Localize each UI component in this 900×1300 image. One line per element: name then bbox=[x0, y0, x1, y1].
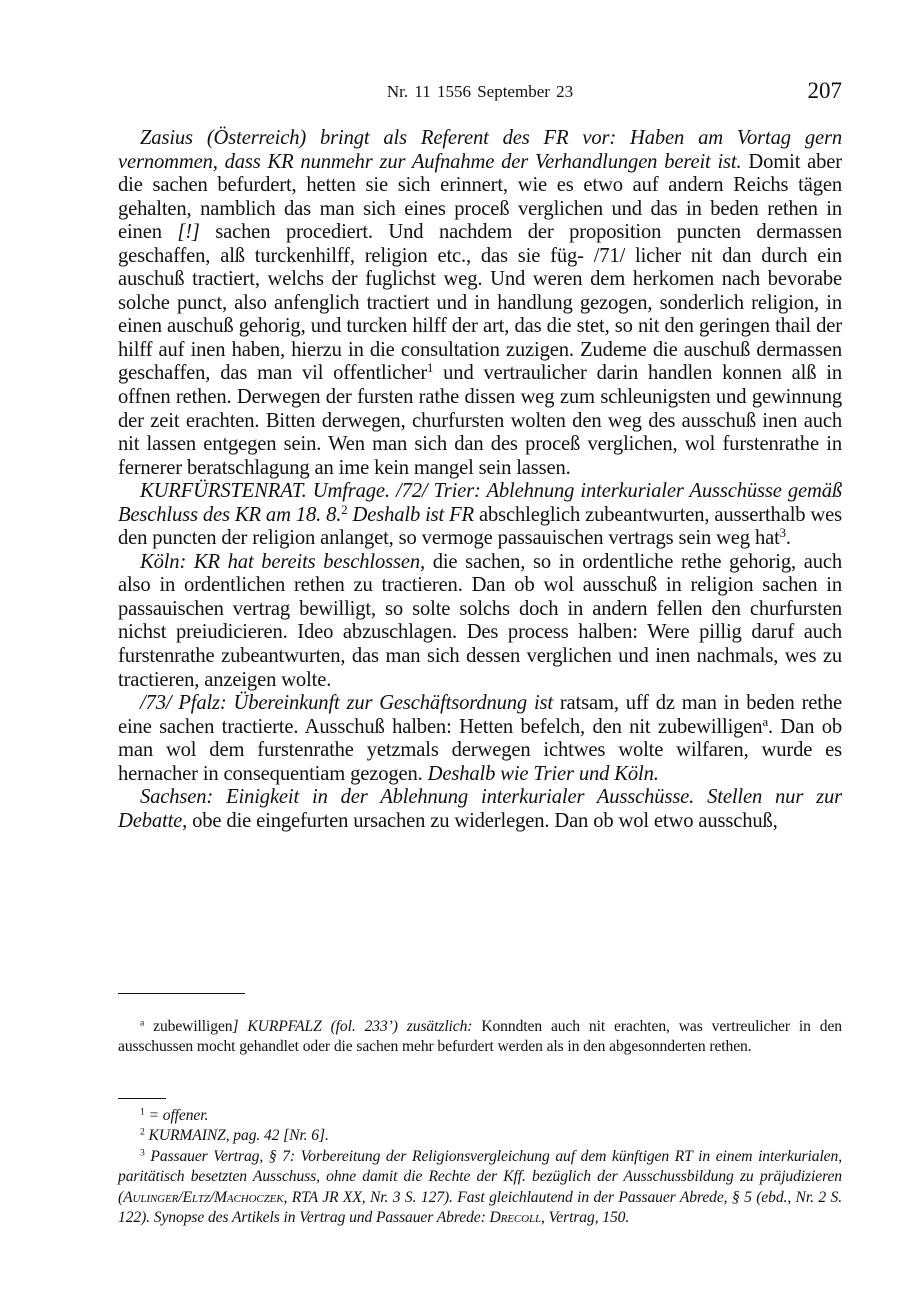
textual-notes bbox=[118, 1017, 842, 1058]
text-run: sachen procediert. Und nachdem der proposition puncten dermassen geschaffen, alß turckenhilff, religion etc., das sie füg- /71/ licher nit dan durch ein auschuß tractiert, welchs der fuglichst weg. Und weren dem herkomen nach bevorabe solche punct, also anfenglich tractiert und in handlung gezogen, sonderlich religion, in einen auschuß gehorig, und turcken hilff der art, das die stet, so nit den geringen thail der hilff auf inen haben, hierzu in die consultation zuzigen. Zudeme die auschuß dermassen geschaffen, das man vil offentlicher bbox=[118, 221, 842, 385]
footnotes bbox=[118, 1106, 842, 1228]
italic-text: /73/ Pfalz: Übereinkunft zur Geschäftsordnung ist bbox=[140, 692, 553, 715]
text-run: abschleglich zubeantwurten, ausserthalb wes den puncten der religion anlanget, so vermoge passauischen vertrags sein weg hat bbox=[118, 503, 842, 550]
italic-text: ] KURPFALZ (fol. 233’) zusätzlich: bbox=[232, 1018, 473, 1035]
footnote bbox=[118, 1147, 842, 1229]
main-text bbox=[118, 127, 842, 833]
text-run: obe die eingefurten ursachen zu widerlegen. Dan ob wol etwo ausschuß, bbox=[187, 809, 778, 832]
text-run: Domit aber die sachen befurdert, hetten sie sich erinnert, wie es etwo auf andern Reichs tägen gehalten, namblich das man sich eines proceß verglichen und das in beden rethen in einen bbox=[118, 150, 842, 244]
italic-text: KURMAINZ, pag. 42 [Nr. 6]. bbox=[144, 1127, 329, 1145]
running-title: Nr. 11 1556 September 23 bbox=[386, 82, 574, 101]
italic-text: Sachsen: Einigkeit in der Ablehnung interkurialer Ausschüsse. Stellen nur zur Debatte, bbox=[118, 786, 842, 832]
text-run: . bbox=[785, 527, 791, 550]
italic-text: Deshalb ist FR bbox=[347, 503, 474, 526]
italic-text: , RTA JR XX, Nr. 3 S. 127). Fast gleichlautend in der Passauer Abrede, § 5 (ebd., Nr. 2 S. 122). Synopse des Artikels in Vertrag und Passauer Abrede: bbox=[118, 1188, 842, 1227]
note-marker: 3 bbox=[140, 1147, 145, 1159]
text-run: Konndten auch nit erachten, was vertreulicher in den ausschussen mocht gehandlet oder die sachen mehr befurdert werden als in den abgesonnderten rethen. bbox=[118, 1018, 842, 1056]
text-run: die sachen, so in ordentliche rethe gehorig, auch also in ordentlichen rethen zu tractieren. Dan ob wol ausschuß in religion sachen in passauischen vertrag bewilligt, so solte solchs doch in andern fellen den churfursten nichst preiudicieren. Ideo abzuschlagen. Des process halben: Were pillig daruf auch furstenrathe zubeantwurten, das man sich dessen verglichen und inen nachmals, wes zu tractieren, anzeigen wolte. bbox=[118, 550, 842, 691]
textual-note bbox=[118, 1017, 842, 1058]
text-run: ratsam, uff dz man in beden rethe eine sachen tractierte. Ausschuß halben: Hetten befelch, den nit zubewilligen bbox=[118, 692, 842, 738]
footnote bbox=[118, 1126, 842, 1146]
italic-text: [!] bbox=[177, 221, 200, 244]
italic-text: Passauer Vertrag, § 7: Vorbereitung der Religionsvergleichung auf dem künftigen RT in einem interkurialen, paritätisch besetzten Ausschuss, ohne damit die Rechte der Kff. bezüglich der Ausschussbildung zu präjudizieren ( bbox=[118, 1147, 842, 1206]
footnotes-separator bbox=[118, 1098, 166, 1099]
italic-text: = offener. bbox=[144, 1107, 209, 1124]
italic-text: , Vertrag, 150. bbox=[541, 1209, 630, 1227]
paragraph bbox=[118, 480, 842, 551]
note-marker: 3 bbox=[779, 526, 786, 541]
paragraph bbox=[118, 692, 842, 786]
note-marker: a bbox=[140, 1017, 145, 1029]
paragraph bbox=[118, 786, 842, 833]
page-number: 207 bbox=[807, 78, 842, 103]
paragraph bbox=[118, 551, 842, 692]
italic-text: Zasius (Österreich) bringt als Referent des FR vor: Haben am Vortag gern vernommen, dass KR nunmehr zur Aufnahme der Verhandlungen bereit ist. bbox=[118, 127, 842, 173]
paragraph bbox=[118, 127, 842, 480]
note-marker: 2 bbox=[140, 1127, 145, 1139]
note-marker: a bbox=[762, 714, 768, 729]
italic-text: Köln: KR hat bereits beschlossen, bbox=[140, 550, 425, 573]
page-header bbox=[118, 78, 842, 108]
note-marker: 1 bbox=[140, 1106, 145, 1118]
italic-text: Deshalb wie Trier und Köln. bbox=[427, 762, 659, 785]
author-name: Drecoll bbox=[489, 1209, 542, 1227]
footnote bbox=[118, 1106, 842, 1126]
italic-text: KURFÜRSTENRAT. Umfrage. /72/ Trier: Ablehnung interkurialer Ausschüsse gemäß Beschluss des KR am 18. 8. bbox=[118, 480, 842, 526]
author-name: Aulinger/Eltz/Machoczek bbox=[123, 1188, 284, 1206]
text-run: und vertraulicher darin handlen konnen alß in offnen rethen. Derwegen der fursten rathe dissen weg zum schleunigsten und gewinnung der zeit erachten. Bitten derwegen, churfursten wolten den weg des ausschuß inen auch nit lassen entgegen sein. Wen man sich dan des proceß verglichen, wol furstenrathe in fernerer beratschlagung an ime kein mangel sein lassen. bbox=[118, 362, 842, 479]
text-run: zubewilligen bbox=[144, 1018, 233, 1035]
textual-notes-separator bbox=[118, 993, 245, 994]
note-marker: 1 bbox=[427, 361, 434, 376]
text-run: . Dan ob man wol dem furstenrathe yetzmals derwegen ichtwes wolte wilfaren, wurde es hernacher in consequentiam gezogen. bbox=[118, 715, 842, 785]
note-marker: 2 bbox=[341, 502, 348, 517]
